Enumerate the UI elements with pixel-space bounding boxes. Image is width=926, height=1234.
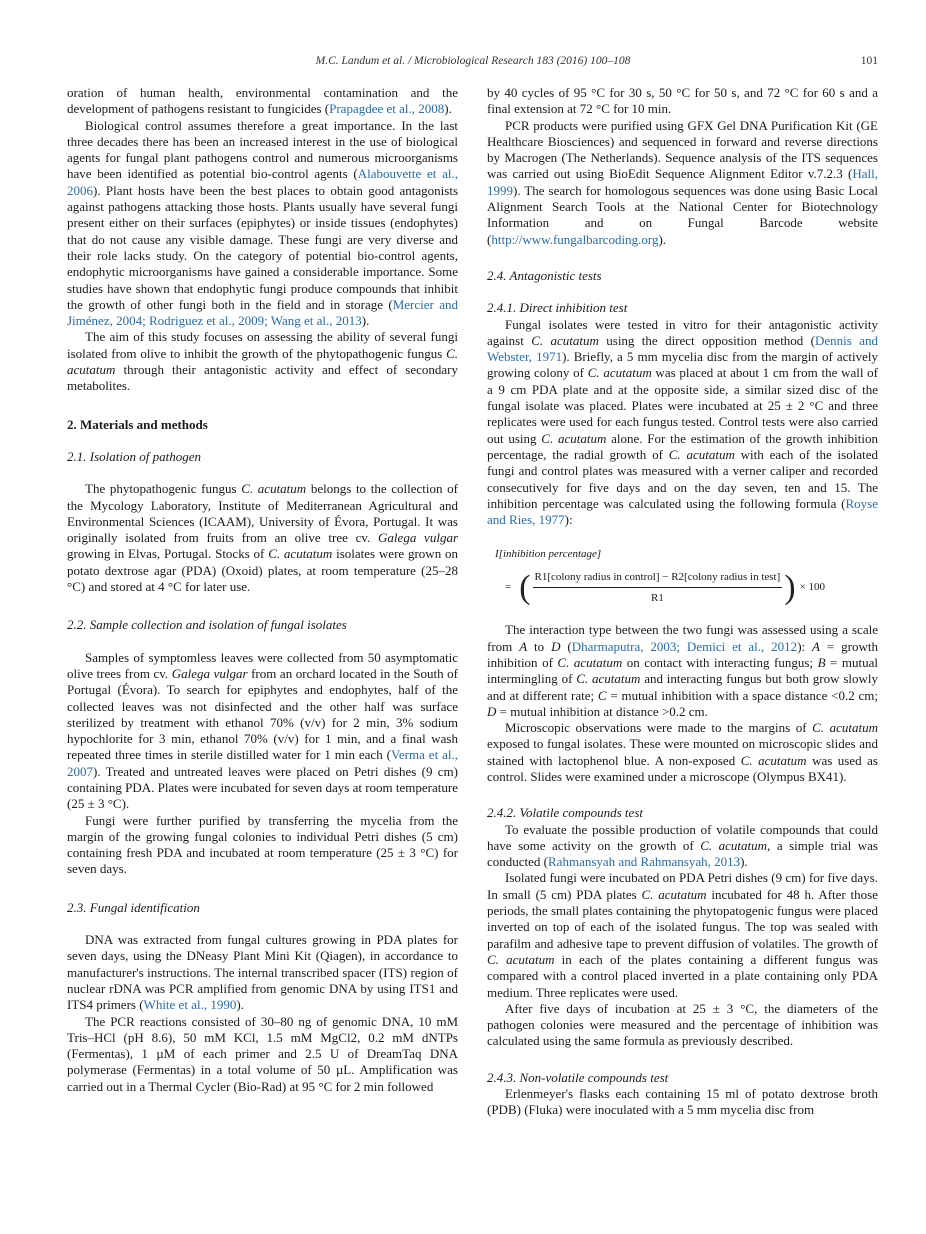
citation-link[interactable]: White et al., 1990	[143, 997, 237, 1013]
inhibition-formula	[487, 546, 878, 606]
section-heading: 2. Materials and methods	[67, 416, 208, 432]
paragraph: The interaction type between the two fungi was assessed using a scale from A to D (Dharmaputra, 2003; Demici et al., 2012): A = growth inhibition of C. acutatum on contact with interacting fungus; B = mutual intermingling of C. acutatum and interacting fungus but both grow slowly and at different rate; C = mutual inhibition with a space distance <0.2 cm; D = mutual inhibition at distance >0.2 cm.	[487, 622, 878, 719]
citation-link[interactable]: Verma et al., 2007	[67, 747, 458, 779]
subsection-heading: 2.4. Antagonistic tests	[487, 267, 602, 283]
formula-numerator: R1[colony radius in control] − R2[colony radius in test]	[533, 569, 783, 588]
citation-link[interactable]: Alabouvette et al., 2006	[67, 166, 458, 198]
paragraph: Microscopic observations were made to the margins of C. acutatum exposed to fungal isolates. These were mounted on microscopic slides and stained with lactophenol blue. A non-exposed C. acutatum was used as control. Slides were examined under a microscope (Olympus BX41).	[487, 720, 878, 784]
subsection-heading: 2.2. Sample collection and isolation of fungal isolates	[67, 617, 347, 633]
paragraph: To evaluate the possible production of volatile compounds that could have some activity on the growth of C. acutatum, a simple trial was conducted (Rahmansyah and Rahmansyah, 2013).	[487, 821, 878, 870]
paragraph: After five days of incubation at 25 ± 3 °C, the diameters of the pathogen colonies were measured and the percentage of inhibition was calculated using the same formula as previously described.	[487, 1000, 878, 1049]
formula-multiplier: × 100	[799, 581, 826, 594]
paragraph: Biological control assumes therefore a great importance. In the last three decades there has been an increased interest in the use of biological agents for fungal plant pathogens control and numerous microorganisms have been identified as potential bio-control agents (Alabouvette et al., 2006). Plant hosts have been the best places to obtain good antagonists against pathogens attacking those hosts. Plants usually have several fungi present either on their surfaces (epiphytes) or inside tissues (endophytes) that do not cause any visible damage. These fungi are very diverse and their role lacks study. On the category of potential bio-control agents, endophytic microorganisms have gained a considerable importance. Some studies have shown that endophytic fungi produce compounds that inhibit the growth of other fungi both in the field and in storage (Mercier and Jiménez, 2004; Rodriguez et al., 2009; Wang et al., 2013).	[67, 117, 458, 329]
right-column	[487, 85, 878, 1119]
paragraph: DNA was extracted from fungal cultures growing in PDA plates for seven days, using the DNeasy Plant Mini Kit (Qiagen), in accordance to manufacturer's instructions. The internal transcribed spacer (ITS) region of nuclear rDNA was PCR amplified from genomic DNA by using ITS1 and ITS4 primers (White et al., 1990).	[67, 932, 458, 1013]
paragraph: Fungi were further purified by transferring the mycelia from the margin of the growing fungal colonies to individual Petri dishes (5 cm) containing fresh PDA and incubated at room temperature (25 ± 3 °C) for seven days.	[67, 812, 458, 877]
paragraph: Samples of symptomless leaves were collected from 50 asymptomatic olive trees from cv. Galega vulgar from an orchard located in the South of Portugal (Évora). To search for epiphytes and endophytes, half of the collected leaves was not disinfected and the other half was surface sterilized by treatment with ethanol 70% (v/v) for 2 min, 3% sodium hypochlorite for 3 min, ethanol 70% (v/v) for 1 min, and a final wash repeated three times in sterile distilled water for 1 min each (Verma et al., 2007). Treated and untreated leaves were placed on Petri dishes (9 cm) containing PDA. Plates were incubated for seven days at room temperature (25 ± 3 °C).	[67, 649, 458, 812]
formula-lhs: I[inhibition percentage]	[495, 548, 602, 561]
left-column	[67, 85, 458, 1095]
paragraph: Fungal isolates were tested in vitro for their antagonistic activity against C. acutatum using the direct opposition method (Dennis and Webster, 1971). Briefly, a 5 mm mycelia disc from the margin of actively growing colony of C. acutatum was placed at about 1 cm from the wall of a 9 cm PDA plate and at the opposite side, a similar sized disc of the fungal isolate was placed. Plates were incubated at 25 ± 2 °C and three replicates were used for each fungus tested. Control tests were also carried out using C. acutatum alone. For the estimation of the growth inhibition percentage, the radial growth of C. acutatum with each of the isolated fungi and control plates was measured with a verner caliper and recorded consecutively for five days and on the day seven, ten and 15. The inhibition percentage was calculated using the following formula (Royse and Ries, 1977):	[487, 316, 878, 528]
subsection-heading: 2.3. Fungal identification	[67, 899, 200, 915]
formula-equals: =	[505, 581, 512, 594]
paragraph: The PCR reactions consisted of 30–80 ng of genomic DNA, 10 mM Tris–HCl (pH 8.6), 50 mM KCl, 1.5 mM MgCl2, 0.2 mM dNTPs (Fermentas), 1 µM of each primer and 2.5 U of DreamTaq DNA polymerase (Fermentas) in a total volume of 50 µL. Amplification was carried out in a Thermal Cycler (Bio-Rad) at 95 °C for 2 min followed	[67, 1013, 458, 1094]
citation-link[interactable]: Prapagdee et al., 2008	[329, 101, 445, 117]
url-link[interactable]: http://www.fungalbarcoding.org	[491, 231, 659, 247]
formula-expression	[505, 569, 878, 607]
citation-link[interactable]: Hall, 1999	[487, 166, 878, 198]
formula-denominator: R1	[650, 592, 664, 605]
formula-fraction	[533, 569, 783, 607]
subsection-heading: 2.1. Isolation of pathogen	[67, 448, 201, 464]
subsubsection-heading: 2.4.3. Non-volatile compounds test	[487, 1069, 669, 1085]
page-header	[68, 55, 878, 71]
paragraph: The phytopathogenic fungus C. acutatum belongs to the collection of the Mycology Laboratory, Institute of Mediterranean Agricultural and Environmental Sciences (ICAAM), University of Évora, Portugal. It was originally isolated from fruits from an olive tree cv. Galega vulgar growing in Elvas, Portugal. Stocks of C. acutatum isolates were grown on potato dextrose agar (PDA) (Oxoid) plates, at room temperature (25–28 °C) and stored at 4 °C for later use.	[67, 481, 458, 595]
subsubsection-heading: 2.4.2. Volatile compounds test	[487, 805, 643, 821]
citation-link[interactable]: Dharmaputra, 2003; Demici et al., 2012	[571, 638, 798, 654]
citation-link[interactable]: Dennis and Webster, 1971	[487, 332, 878, 365]
subsubsection-heading: 2.4.1. Direct inhibition test	[487, 300, 628, 316]
paragraph: Erlenmeyer's flasks each containing 15 ml of potato dextrose broth (PDB) (Fluka) were inoculated with a 5 mm mycelia disc from	[487, 1086, 878, 1118]
right-paren: )	[784, 568, 796, 606]
paragraph: The aim of this study focuses on assessing the ability of several fungi isolated from olive to inhibit the growth of the phytopathogenic fungus C. acutatum through their antagonistic activity and effect of secondary metabolites.	[67, 329, 458, 394]
page-number: 101	[860, 55, 878, 67]
paragraph: oration of human health, environmental contamination and the development of pathogens resistant to fungicides (Prapagdee et al., 2008).	[67, 85, 458, 117]
citation-link[interactable]: Royse and Ries, 1977	[487, 495, 878, 528]
paragraph: Isolated fungi were incubated on PDA Petri dishes (9 cm) for five days. In small (5 cm) PDA plates C. acutatum incubated for 48 h. After those periods, the small plates containing the phytopatogenic fungus were placed inverted on top of each of the isolated fungus. The top was sealed with parafilm and adhesive tape to prevent diffusion of volatiles. The growth of C. acutatum in each of the plates containing a different fungus was compared with a control placed inverted in a plate containing only PDA medium. Three replicates were used.	[487, 870, 878, 1000]
citation-link[interactable]: Mercier and Jiménez, 2004; Rodriguez et al., 2009; Wang et al., 2013	[67, 296, 458, 329]
left-paren: (	[519, 568, 531, 606]
paragraph: PCR products were purified using GFX Gel DNA Purification Kit (GE Healthcare Biosciences) and sequenced in forward and reverse directions by Macrogen (The Netherlands). Sequence analysis of the ITS sequences was carried out using BioEdit Sequence Alignment Editor v.7.2.3 (Hall, 1999). The search for homologous sequences was done using Basic Local Alignment Search Tools at the National Center for Biotechnology Information and on Fungal Barcode website (http://www.fungalbarcoding.org).	[487, 117, 878, 247]
running-head: M.C. Landum et al. / Microbiological Research 183 (2016) 100–108	[315, 55, 631, 67]
paragraph: by 40 cycles of 95 °C for 30 s, 50 °C for 50 s, and 72 °C for 60 s and a final extension at 72 °C for 10 min.	[487, 85, 878, 117]
citation-link[interactable]: Rahmansyah and Rahmansyah, 2013	[548, 854, 741, 870]
